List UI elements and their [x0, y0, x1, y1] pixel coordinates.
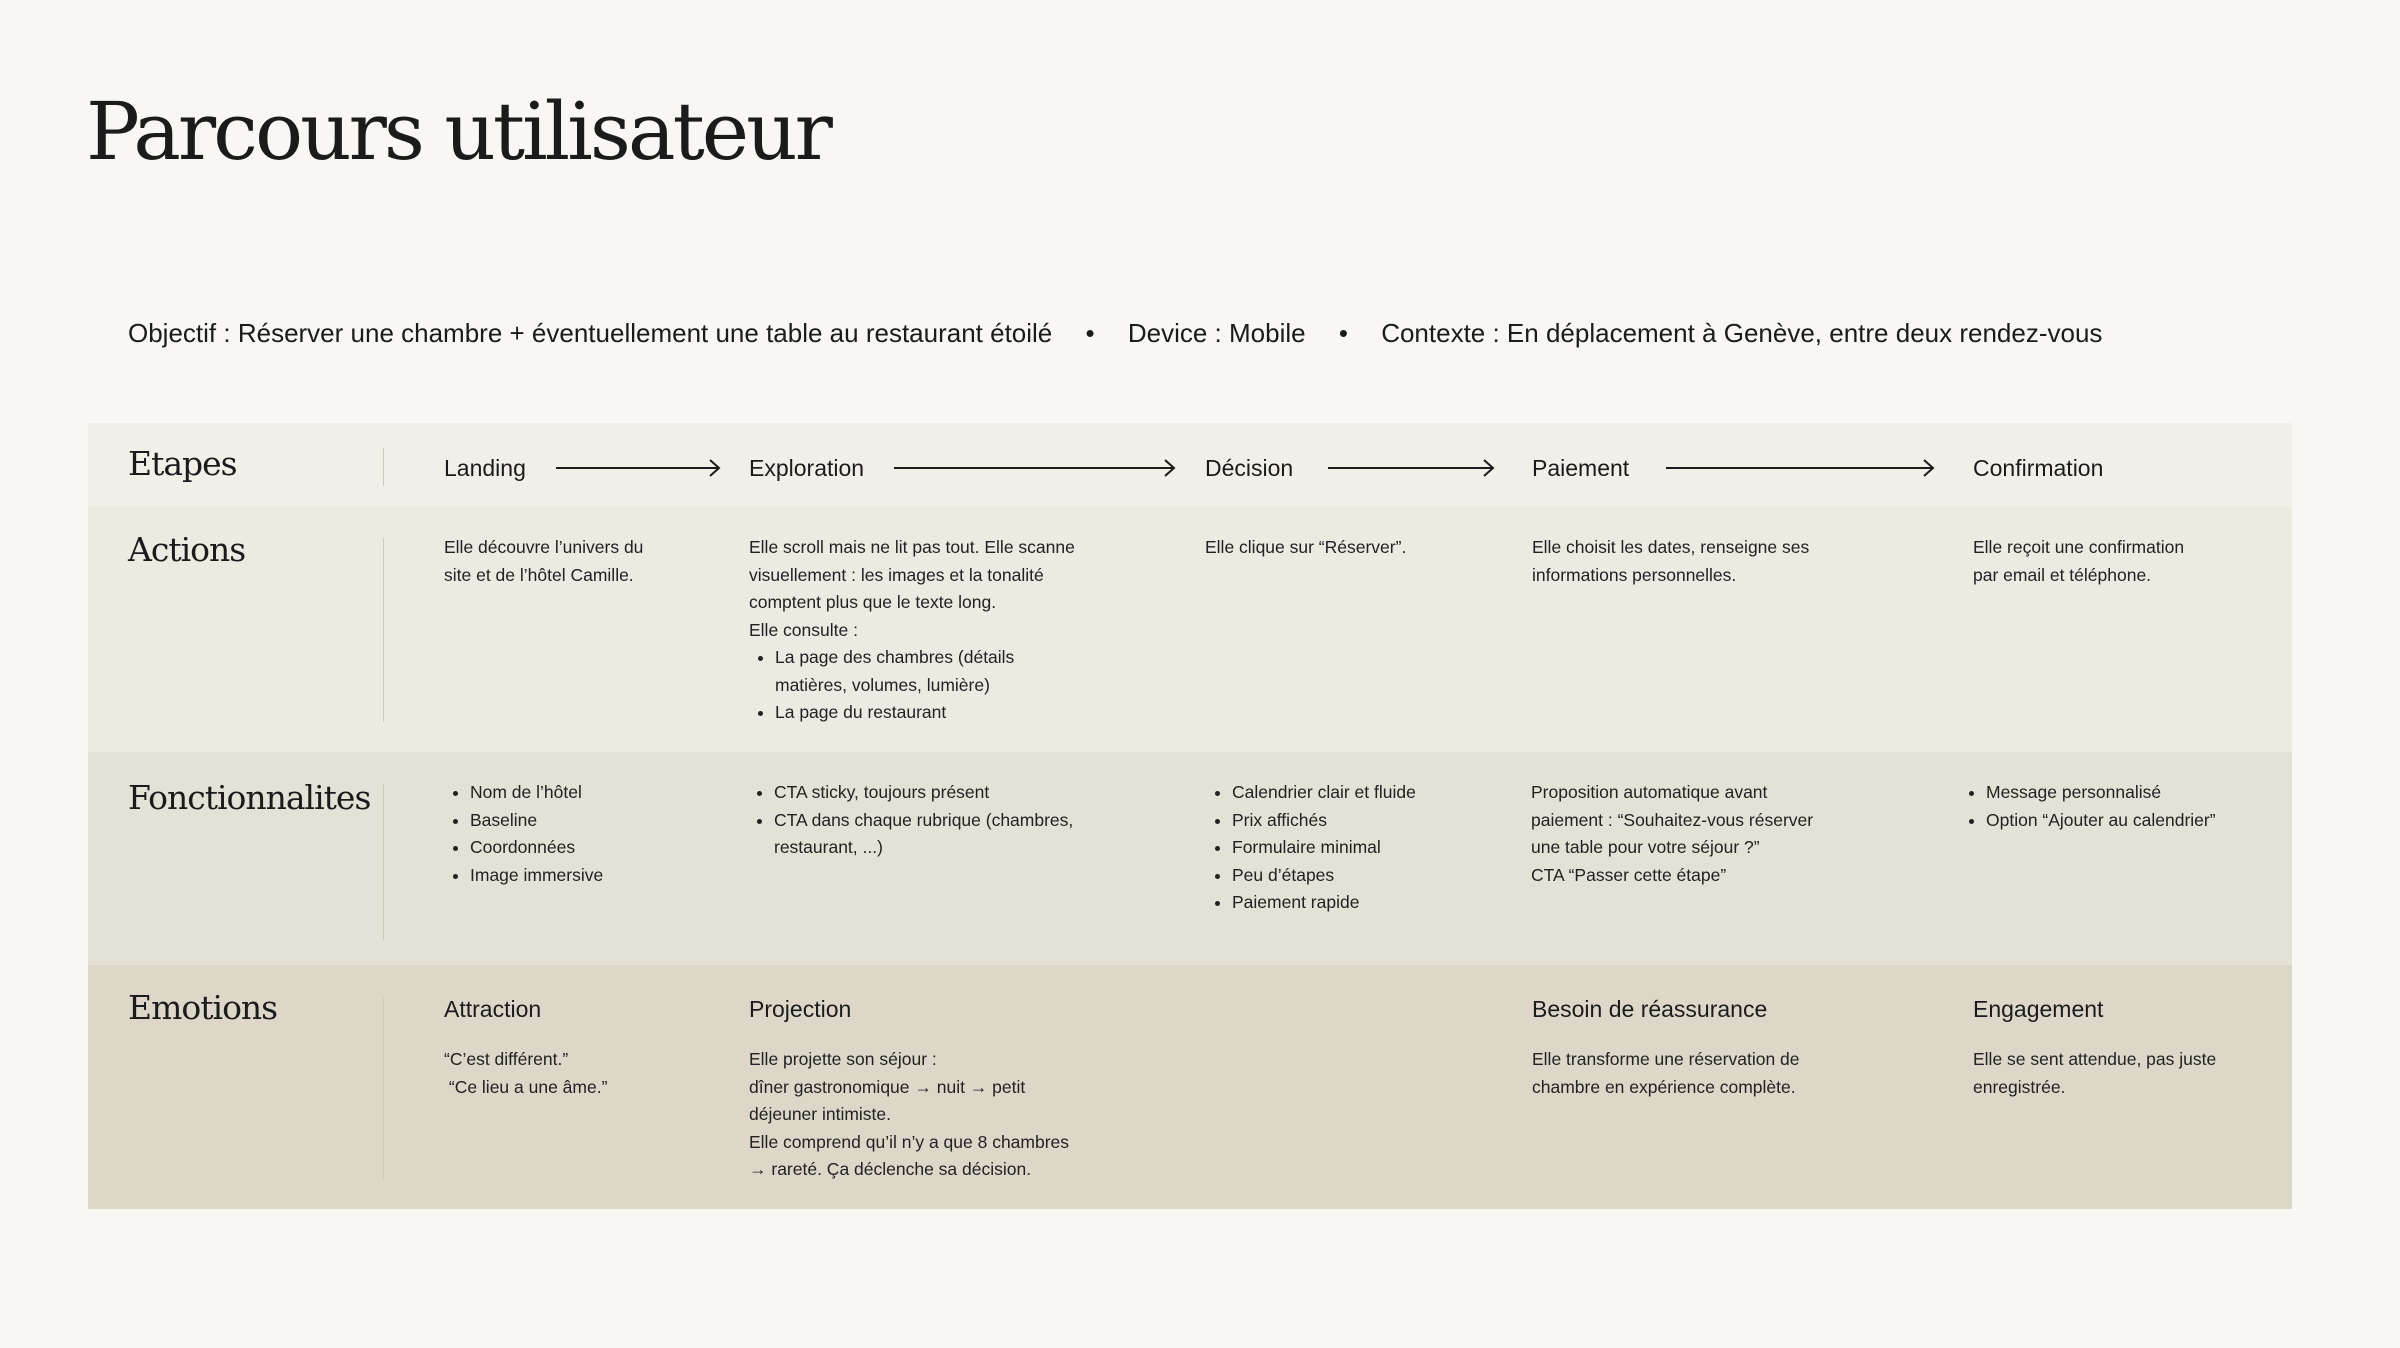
emotions-paiement [1532, 994, 1800, 1101]
objective-label: Objectif : [128, 318, 238, 348]
row-label-actions: Actions [128, 530, 246, 569]
text-line: chambre en expérience complète. [1532, 1076, 1796, 1097]
page-title: Parcours utilisateur [86, 85, 830, 178]
actions-row [88, 507, 2292, 752]
text-line: Elle choisit les dates, renseigne ses [1532, 537, 1810, 557]
divider [383, 538, 384, 722]
emotions-exploration [749, 994, 1069, 1184]
text-line: paiement : “Souhaitez-vous réserver [1531, 809, 1814, 830]
list-item: • Paiement rapide [1232, 889, 1416, 917]
text-line: une table pour votre séjour ?” [1531, 837, 1760, 857]
bullet-list [748, 779, 1073, 862]
bullet-list [1206, 779, 1416, 917]
text-line: “C’est différent.” [444, 1049, 569, 1069]
step-paiement: Paiement [1532, 455, 1630, 481]
actions-confirmation [1973, 534, 2184, 589]
emotion-title: Projection [749, 996, 852, 1022]
list-item: • CTA dans chaque rubrique (chambres, restaurant, ...) [774, 807, 1073, 862]
arrow-right-icon [1328, 457, 1496, 479]
row-label-emotions: Emotions [128, 988, 278, 1027]
step-landing: Landing [444, 455, 526, 481]
device-label: Device : [1127, 318, 1230, 348]
list-item: • Prix affichés [1232, 807, 1416, 835]
text-line: Elle découvre l’univers du [444, 537, 644, 557]
list-item: • Calendrier clair et fluide [1232, 779, 1416, 807]
text-line: comptent plus que le texte long. [749, 592, 997, 612]
list-item: • La page du restaurant [775, 699, 1075, 727]
list-item: • Message personnalisé [1986, 779, 2216, 807]
row-label-fonctionnalites: Fonctionnalites [128, 778, 371, 817]
text-line: Elle transforme une réservation de [1532, 1049, 1800, 1069]
text-line: site et de l’hôtel Camille. [444, 564, 634, 585]
list-item: • Option “Ajouter au calendrier” [1986, 807, 2216, 835]
journey-context [128, 316, 2102, 350]
row-label-etapes: Etapes [128, 444, 237, 483]
step-decision: Décision [1205, 455, 1294, 481]
bullet-list [444, 779, 603, 889]
step-confirmation: Confirmation [1973, 455, 2104, 481]
emotion-title: Besoin de réassurance [1532, 996, 1768, 1022]
text-line: visuellement : les images et la tonalité [749, 564, 1044, 585]
text-line: Elle reçoit une confirmation [1973, 537, 2185, 557]
actions-paiement [1532, 534, 1809, 589]
emotions-confirmation [1973, 994, 2216, 1101]
text-line: dîner gastronomique → nuit → petit [749, 1076, 1026, 1097]
list-item: • Coordonnées [470, 834, 603, 862]
emotions-row [88, 965, 2292, 1209]
separator: • [1085, 318, 1095, 348]
emotion-title: Engagement [1973, 996, 2104, 1022]
objective-value: Réserver une chambre + éventuellement une table au restaurant étoilé [237, 318, 1053, 348]
bullet-list [749, 644, 1075, 727]
arrow-right-icon [556, 457, 722, 479]
list-item: • Image immersive [470, 862, 603, 890]
context-value: En déplacement à Genève, entre deux rendez-vous [1506, 318, 2103, 348]
context-label: Contexte : [1381, 318, 1507, 348]
text-line: déjeuner intimiste. [749, 1104, 892, 1124]
text-line: Elle comprend qu’il n’y a que 8 chambres [749, 1131, 1070, 1152]
list-item: • Peu d’étapes [1232, 862, 1416, 890]
text-line: Elle clique sur “Réserver”. [1205, 537, 1407, 557]
step-exploration: Exploration [749, 455, 865, 481]
arrow-right-icon [894, 457, 1177, 479]
text-line: Proposition automatique avant [1531, 782, 1768, 802]
text-line: CTA “Passer cette étape” [1531, 864, 1727, 885]
emotion-title: Attraction [444, 996, 542, 1022]
etapes-row [88, 423, 2292, 507]
fonctionnalites-decision [1206, 779, 1416, 917]
list-item: • La page des chambres (détails matières, volumes, lumière) [775, 644, 1075, 699]
fonctionnalites-confirmation [1960, 779, 2216, 834]
fonctionnalites-paiement [1531, 779, 1813, 889]
text-line: → rareté. Ça déclenche sa décision. [749, 1159, 1032, 1179]
text-line: Elle consulte : [749, 619, 858, 640]
text-line: par email et téléphone. [1973, 564, 2152, 585]
fonctionnalites-exploration [748, 779, 1073, 862]
divider [383, 448, 384, 486]
divider [383, 998, 384, 1180]
bullet-list [1960, 779, 2216, 834]
divider [383, 784, 384, 940]
list-item: • CTA sticky, toujours présent [774, 779, 1073, 807]
text-line: Elle scroll mais ne lit pas tout. Elle scanne [749, 537, 1075, 557]
list-item: • Formulaire minimal [1232, 834, 1416, 862]
text-line: informations personnelles. [1532, 564, 1737, 585]
actions-decision [1205, 534, 1406, 562]
actions-exploration [749, 534, 1075, 727]
text-line: enregistrée. [1973, 1076, 2066, 1097]
separator: • [1338, 318, 1348, 348]
text-line: Elle projette son séjour : [749, 1049, 937, 1069]
arrow-right-icon [1666, 457, 1936, 479]
text-line: Elle se sent attendue, pas juste [1973, 1049, 2217, 1069]
device-value: Mobile [1229, 318, 1306, 348]
actions-landing [444, 534, 643, 589]
emotions-landing [444, 994, 607, 1101]
fonctionnalites-landing [444, 779, 603, 889]
list-item: • Nom de l’hôtel [470, 779, 603, 807]
text-line: “Ce lieu a une âme.” [444, 1076, 608, 1097]
list-item: • Baseline [470, 807, 603, 835]
